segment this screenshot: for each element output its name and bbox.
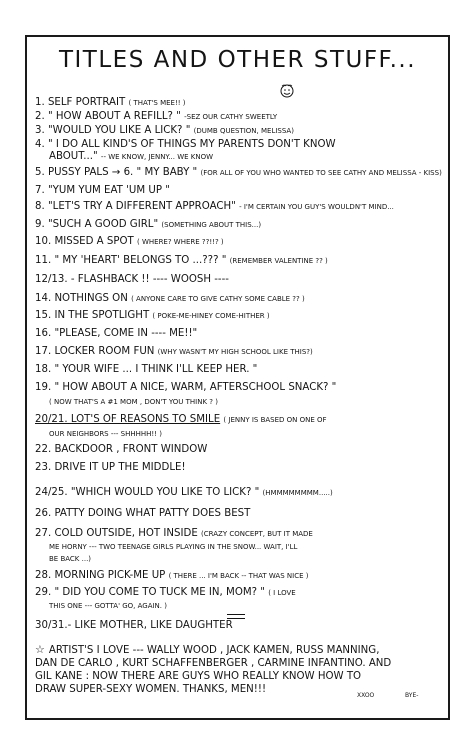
list-item: 26. PATTY DOING WHAT PATTY DOES BEST	[35, 508, 251, 519]
list-item: 28. MORNING PICK-ME UP ( THERE ... I'M BACK -- THAT WAS NICE )	[35, 570, 309, 581]
list-item: 3. "WOULD YOU LIKE A LICK? " (DUMB QUESTION, MELISSA)	[35, 125, 294, 136]
list-item: 19. " HOW ABOUT A NICE, WARM, AFTERSCHOOL SNACK? "	[35, 382, 337, 393]
artists-line: DRAW SUPER-SEXY WOMEN. THANKS, MEN!!!	[35, 684, 267, 695]
list-item: ME HORNY --- TWO TEENAGE GIRLS PLAYING IN THE SNOW... WAIT, I'LL	[49, 543, 298, 551]
list-item: 4. " I DO ALL KIND'S OF THINGS MY PARENTS DON'T KNOW	[35, 139, 336, 150]
list-item: 20/21. LOT'S OF REASONS TO SMILE ( JENNY IS BASED ON ONE OF	[35, 414, 327, 425]
list-item: 2. " HOW ABOUT A REFILL? " -SEZ OUR CATHY SWEETLY	[35, 111, 278, 122]
list-item: 1. SELF PORTRAIT ( THAT'S MEE!! )	[35, 97, 186, 108]
star-icon: ☆	[35, 644, 45, 656]
list-item: 11. " MY 'HEART' BELONGS TO ...??? " (REMEMBER VALENTINE ?? )	[35, 255, 328, 266]
list-item: 16. "PLEASE, COME IN ---- ME!!"	[35, 328, 198, 339]
list-item: 15. IN THE SPOTLIGHT ( POKE-ME-HINEY COME-HITHER )	[35, 310, 270, 321]
list-item: 12/13. - FLASHBACK !! ---- WOOSH ----	[35, 274, 229, 285]
signoff-text: XXOO	[357, 692, 375, 699]
list-item: 7. "YUM YUM EAT 'UM UP "	[35, 185, 170, 196]
artists-line: GIL KANE : NOW THERE ARE GUYS WHO REALLY KNOW HOW TO	[35, 671, 362, 682]
list-item: 24/25. "WHICH WOULD YOU LIKE TO LICK? " (HMMMMMMMM.....)	[35, 487, 333, 498]
list-item: 14. NOTHINGS ON ( ANYONE CARE TO GIVE CATHY SOME CABLE ?? )	[35, 293, 305, 304]
list-item: 29. " DID YOU COME TO TUCK ME IN, MOM? " ( I LOVE	[35, 587, 296, 598]
list-item: 27. COLD OUTSIDE, HOT INSIDE (CRAZY CONCEPT, BUT IT MADE	[35, 528, 313, 539]
double-mark-divider	[227, 614, 245, 619]
list-item: 8. "LET'S TRY A DIFFERENT APPROACH" - I'M CERTAIN YOU GUY'S WOULDN'T MIND...	[35, 201, 394, 212]
artists-line: DAN DE CARLO , KURT SCHAFFENBERGER , CARMINE INFANTINO. AND	[35, 658, 392, 669]
list-item: 22. BACKDOOR , FRONT WINDOW	[35, 444, 208, 455]
signature-text: BYE-	[405, 692, 419, 699]
list-item: 17. LOCKER ROOM FUN (WHY WASN'T MY HIGH SCHOOL LIKE THIS?)	[35, 346, 313, 357]
list-item: ( NOW THAT'S A #1 MOM , DON'T YOU THINK ? )	[49, 398, 218, 406]
list-item: ABOUT..." -- WE KNOW, JENNY... WE KNOW	[49, 151, 214, 162]
page-title: TITLES AND OTHER STUFF...	[58, 47, 417, 73]
page-frame	[25, 35, 450, 720]
smiley-face-icon	[279, 84, 295, 98]
list-item: 9. "SUCH A GOOD GIRL" (SOMETHING ABOUT THIS...)	[35, 219, 262, 230]
list-item: 18. " YOUR WIFE ... I THINK I'LL KEEP HER. "	[35, 364, 258, 375]
list-item: 23. DRIVE IT UP THE MIDDLE!	[35, 462, 186, 473]
list-item: 10. MISSED A SPOT ( WHERE? WHERE ??!!? )	[35, 236, 224, 247]
artists-line: ☆ ARTIST'S I LOVE --- WALLY WOOD , JACK KAMEN, RUSS MANNING,	[35, 644, 380, 656]
list-item: THIS ONE --- GOTTA' GO, AGAIN. )	[49, 602, 167, 610]
list-item: 30/31.- LIKE MOTHER, LIKE DAUGHTER	[35, 620, 233, 631]
list-item: OUR NEIGHBORS --- SHHHHH!! )	[49, 430, 162, 438]
list-item: BE BACK ...)	[49, 555, 92, 563]
list-item: 5. PUSSY PALS → 6. " MY BABY " (FOR ALL OF YOU WHO WANTED TO SEE CATHY AND MELISSA - KISS)	[35, 167, 442, 178]
